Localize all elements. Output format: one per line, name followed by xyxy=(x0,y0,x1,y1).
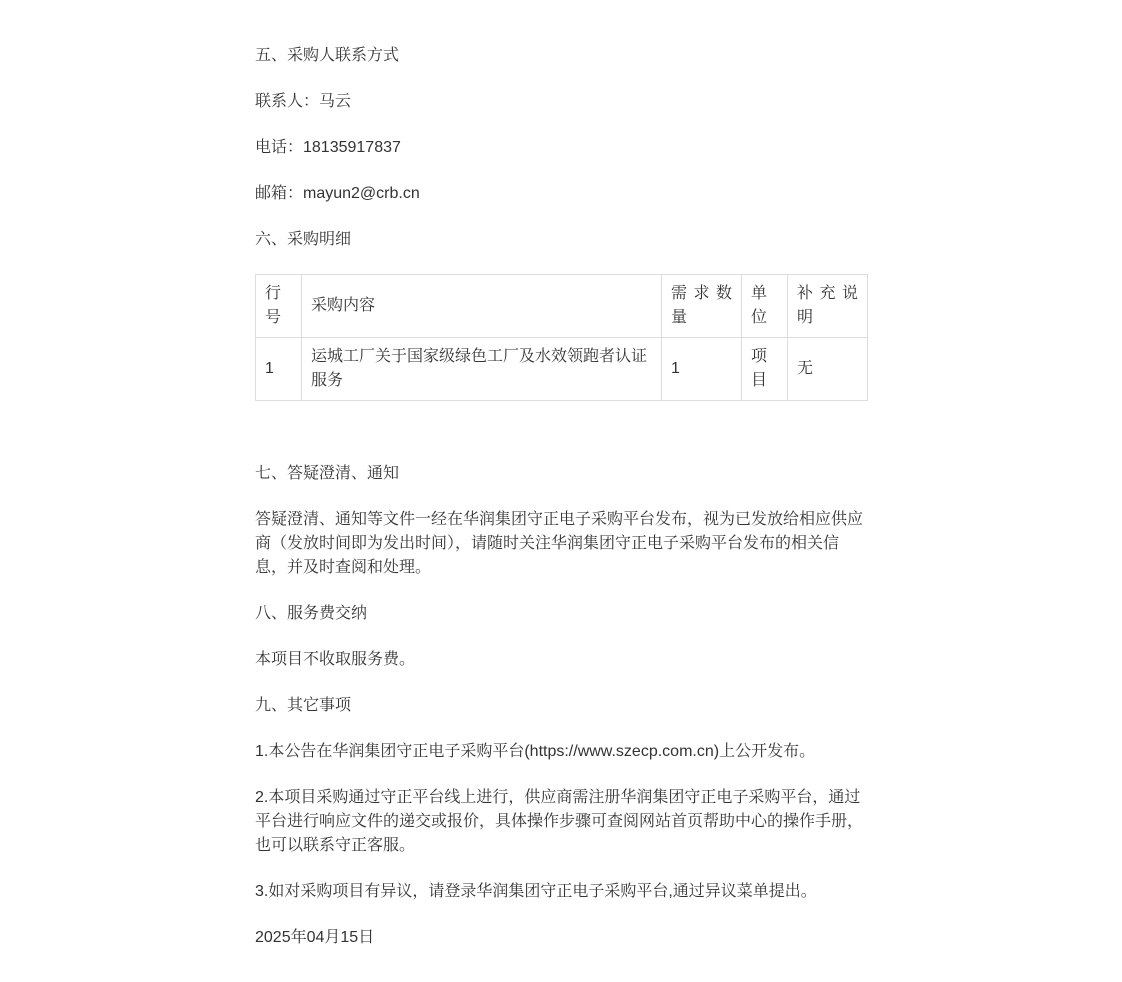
col-header-line-no: 行号 xyxy=(256,275,302,338)
table-row xyxy=(256,338,868,401)
publish-date: 2025年04月15日 xyxy=(255,929,375,946)
cell-line-no: 1 xyxy=(256,338,302,401)
col-header-procurement-content: 采购内容 xyxy=(302,275,662,338)
col-header-required-quantity: 需求数量 xyxy=(662,275,742,338)
table-header-row xyxy=(256,275,868,338)
section-5-heading: 五、采购人联系方式 xyxy=(255,47,400,64)
section-9-heading: 九、其它事项 xyxy=(255,697,352,714)
section-9-item-3: 3.如对采购项目有异议，请登录华润集团守正电子采购平台,通过异议菜单提出。 xyxy=(255,883,817,900)
col-header-supplement-note: 补充说明 xyxy=(788,275,868,338)
contact-phone-line: 电话：18135917837 xyxy=(255,139,401,156)
section-7-heading: 七、答疑澄清、通知 xyxy=(255,465,400,482)
section-7-body: 答疑澄清、通知等文件一经在华润集团守正电子采购平台发布，视为已发放给相应供应商（发放时间即为发出时间），请随时关注华润集团守正电子采购平台发布的相关信息，并及时查阅和处理。 xyxy=(255,511,864,576)
cell-supplement-note: 无 xyxy=(788,338,868,401)
contact-email-line: 邮箱：mayun2@crb.cn xyxy=(255,185,420,202)
procurement-detail-table-wrap xyxy=(255,274,867,440)
cell-unit: 项目 xyxy=(742,338,788,401)
contact-person-line: 联系人：马云 xyxy=(255,93,352,110)
cell-required-quantity: 1 xyxy=(662,338,742,401)
section-9-item-2: 2.本项目采购通过守正平台线上进行，供应商需注册华润集团守正电子采购平台，通过平台进行响应文件的递交或报价，具体操作步骤可查阅网站首页帮助中心的操作手册，也可以联系守正客服。 xyxy=(255,789,864,854)
section-8-heading: 八、服务费交纳 xyxy=(255,605,368,622)
section-8-body: 本项目不收取服务费。 xyxy=(255,651,416,668)
section-6-heading: 六、采购明细 xyxy=(255,231,352,248)
procurement-detail-table xyxy=(255,274,868,401)
procurement-announcement-document xyxy=(255,0,867,982)
col-header-unit: 单位 xyxy=(742,275,788,338)
cell-procurement-content: 运城工厂关于国家级绿色工厂及水效领跑者认证服务 xyxy=(302,338,662,401)
section-9-item-1: 1.本公告在华润集团守正电子采购平台(https://www.szecp.com.cn)上公开发布。 xyxy=(255,743,816,760)
